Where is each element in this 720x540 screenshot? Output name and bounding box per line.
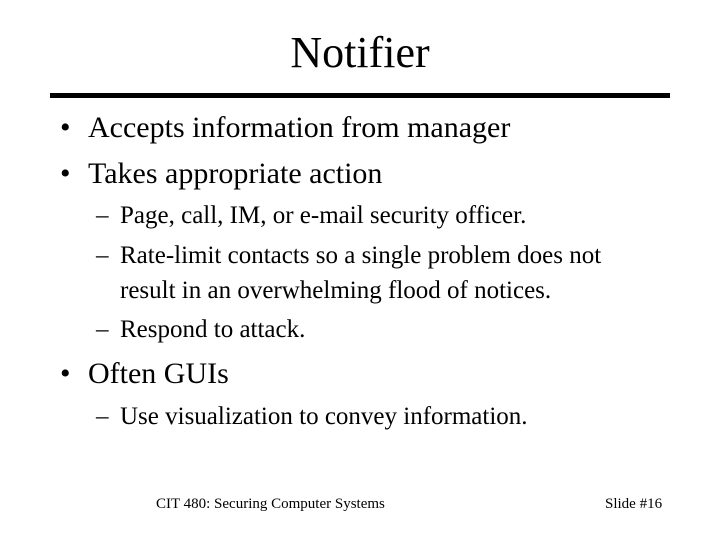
dash-marker: – bbox=[96, 403, 109, 430]
bullet-text: Often GUIs bbox=[88, 357, 229, 390]
dash-marker: – bbox=[96, 242, 109, 269]
bullet-marker: • bbox=[60, 157, 71, 190]
footer-course: CIT 480: Securing Computer Systems bbox=[156, 496, 385, 512]
bullet-text: Takes appropriate action bbox=[88, 157, 383, 190]
sub-bullet-text: Use visualization to convey information. bbox=[120, 403, 528, 430]
sub-bullet-text: Page, call, IM, or e-mail security officer. bbox=[120, 202, 527, 229]
dash-marker: – bbox=[96, 202, 109, 229]
bullet-marker: • bbox=[60, 357, 71, 390]
footer-slide-number: Slide #16 bbox=[605, 496, 663, 512]
sub-bullet-text: result in an overwhelming flood of notices. bbox=[120, 277, 552, 304]
bullet-marker: • bbox=[60, 111, 71, 144]
sub-bullet-text: Respond to attack. bbox=[120, 316, 306, 343]
bullet-text: Accepts information from manager bbox=[88, 111, 511, 144]
dash-marker: – bbox=[96, 316, 109, 343]
slide-title: Notifier bbox=[290, 28, 430, 77]
sub-bullet-text: Rate-limit contacts so a single problem does not bbox=[120, 242, 602, 269]
title-divider bbox=[50, 93, 670, 98]
